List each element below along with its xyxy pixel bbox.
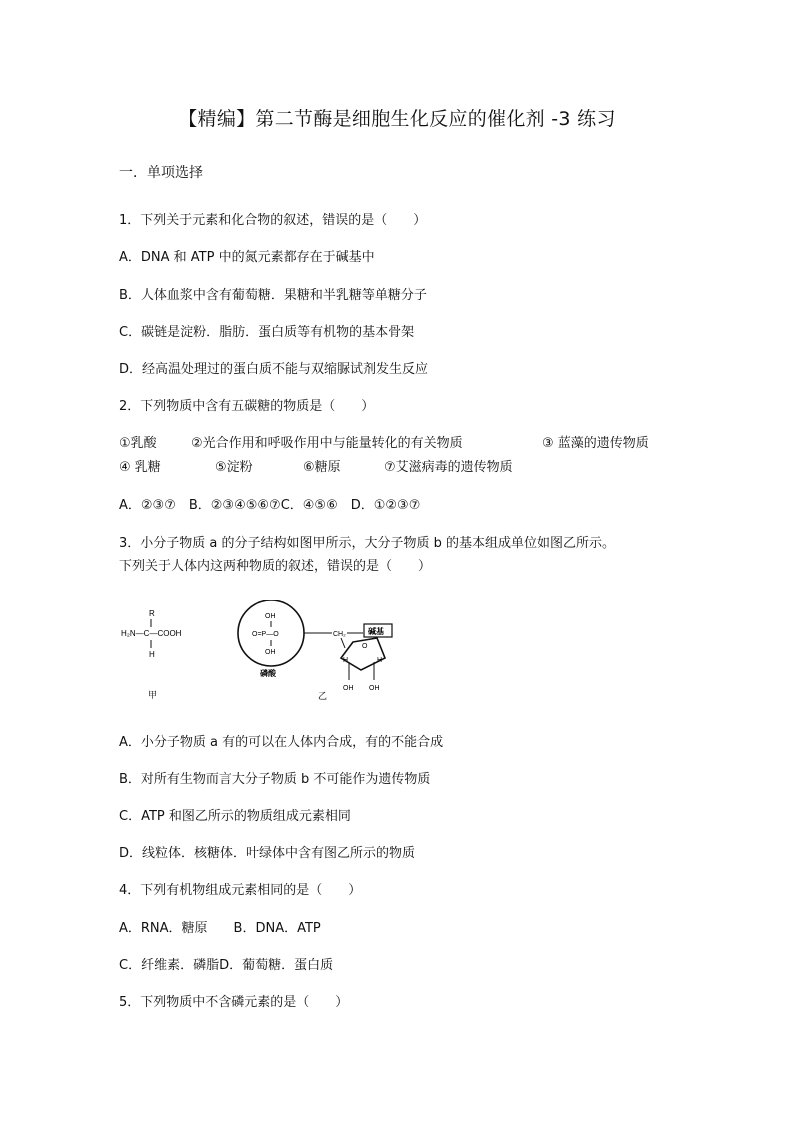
- q1-option-a: A．DNA 和 ATP 中的氮元素都存在于碱基中: [119, 250, 375, 265]
- q1-option-d: D．经高温处理过的蛋白质不能与双缩脲试剂发生反应: [119, 362, 429, 377]
- q4-options-ab: A．RNA．糖原 B．DNA．ATP: [119, 921, 321, 936]
- q1-option-c: C．碳链是淀粉．脂肪．蛋白质等有机物的基本骨架: [119, 325, 415, 340]
- figure-yi-label: 乙: [318, 691, 328, 701]
- phosphate-oh-bottom: OH: [265, 649, 276, 656]
- q2-options: A．②③⑦ B．②③④⑤⑥⑦C．④⑤⑥ D．①②③⑦: [119, 498, 421, 513]
- ring-h-left: H: [343, 657, 349, 664]
- q2-item-3: ③ 蓝藻的遗传物质: [542, 436, 649, 451]
- q4-stem: 4．下列有机物组成元素相同的是（ ）: [119, 883, 362, 898]
- q2-item-6: ⑥糖原: [303, 460, 341, 475]
- q2-item-2: ②光合作用和呼吸作用中与能量转化的有关物质: [191, 436, 463, 451]
- ring-oxygen: O: [362, 643, 368, 650]
- nucleotide-structure: [238, 600, 392, 701]
- q1-stem: 1．下列关于元素和化合物的叙述，错误的是（ ）: [119, 213, 427, 228]
- q3-option-c: C．ATP 和图乙所示的物质组成元素相同: [119, 809, 351, 824]
- q1-option-b: B．人体血浆中含有葡萄糖．果糖和半乳糖等单糖分子: [119, 288, 427, 303]
- q2-item-5: ⑤淀粉: [215, 460, 253, 475]
- q5-stem: 5．下列物质中不含磷元素的是（ ）: [119, 995, 349, 1010]
- phosphate-center: O=P—O: [252, 631, 279, 638]
- q3-stem-line2: 下列关于人体内这两种物质的叙述，错误的是（ ）: [119, 559, 432, 574]
- ring-oh-left: OH: [343, 685, 354, 692]
- q2-item-1: ①乳酸: [119, 436, 157, 451]
- q3-stem-line1: 3．小分子物质 a 的分子结构如图甲所示，大分子物质 b 的基本组成单位如图乙所示。: [119, 536, 616, 551]
- molecule-structures-figure: [115, 600, 405, 710]
- ring-oh-right: OH: [369, 685, 380, 692]
- q3-option-b: B．对所有生物而言大分子物质 b 不可能作为遗传物质: [119, 772, 431, 787]
- phosphate-oh-top: OH: [265, 613, 276, 620]
- q2-item-4: ④ 乳糖: [119, 460, 161, 475]
- ring-h-right: H: [377, 657, 383, 664]
- section-heading: 一．单项选择: [119, 165, 203, 181]
- q3-option-a: A．小分子物质 a 有的可以在人体内合成，有的不能合成: [119, 735, 444, 750]
- q2-item-7: ⑦艾滋病毒的遗传物质: [384, 460, 513, 475]
- amino-acid-structure: [121, 609, 182, 700]
- ch2-group: CH₂: [333, 631, 346, 638]
- q3-option-d: D．线粒体．核糖体．叶绿体中含有图乙所示的物质: [119, 846, 416, 861]
- page-title: 【精编】第二节酶是细胞生化反应的催化剂 -3 练习: [178, 108, 616, 130]
- base-label: 碱基: [368, 627, 384, 636]
- q2-stem: 2．下列物质中含有五碳糖的物质是（ ）: [119, 399, 375, 414]
- q3-figure: [115, 600, 405, 710]
- amino-acid-r: R: [149, 609, 155, 618]
- amino-acid-formula: H₂N—C—COOH: [121, 629, 182, 638]
- q4-options-cd: C．纤维素．磷脂D．葡萄糖．蛋白质: [119, 958, 334, 973]
- amino-acid-h: H: [149, 650, 155, 659]
- figure-jia-label: 甲: [148, 690, 158, 700]
- phosphate-label: 磷酸: [260, 669, 276, 678]
